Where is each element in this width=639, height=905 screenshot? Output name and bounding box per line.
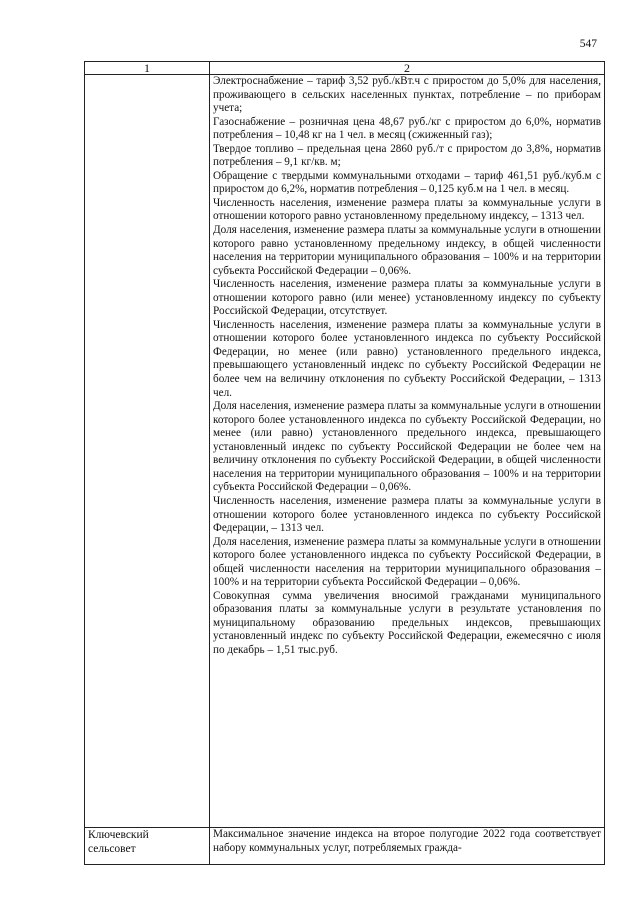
column-header-1: 1 — [85, 62, 210, 75]
page-number: 547 — [579, 38, 597, 50]
column-header-2: 2 — [210, 62, 605, 75]
table-row — [85, 828, 605, 865]
paragraph-solid-fuel: Твердое топливо – предельная цена 2860 руб./т с приростом до 3,8%, норматив потребления – 9,1 кг/кв. м; — [213, 142, 601, 169]
paragraph-share-above: Доля населения, изменение размера платы за коммунальные услуги в отношении которого более установленного индекса по субъекту Российской Федерации, в общей численности населения на территории муниципального образования – 100% и на территории субъекта Российской Федерации – 0,06%. — [213, 535, 601, 589]
paragraph-population-equal: Численность населения, изменение размера платы за коммунальные услуги в отношении которого равно установленному предельному индексу, – 1313 чел. — [213, 196, 601, 223]
paragraph-population-less: Численность населения, изменение размера платы за коммунальные услуги в отношении которого равно (или менее) установленному индексу по субъекту Российской Федерации, отсутствует. — [213, 278, 601, 318]
description-cell — [210, 828, 605, 865]
table-row — [85, 75, 605, 828]
paragraph-waste: Обращение с твердыми коммунальными отходами – тариф 461,51 руб./куб.м с приростом до 6,2%, норматив потребления – 0,125 куб.м на 1 чел. в месяц. — [213, 169, 601, 196]
paragraph-population-above: Численность населения, изменение размера платы за коммунальные услуги в отношении которого более установленного индекса по субъекту Российской Федерации, – 1313 чел. — [213, 494, 601, 535]
paragraph-total-increase: Совокупная сумма увеличения вносимой гражданами муниципального образования платы за коммунальные услуги в результате установления по муниципальному образованию предельных индексов, превышающих установленный индекс по субъекту Российской Федерации, ежемесячно с июля по декабрь – 1,51 тыс.руб. — [213, 589, 601, 656]
paragraph-share-between: Доля населения, изменение размера платы за коммунальные услуги в отношении которого более установленного индекса по субъекту Российской Федерации, но менее (или равно) установленного предельного индекса, превышающего установленный индекс по субъекту Российской Федерации не более чем на величину отклонения по субъекту Российской Федерации, в общей численности населения на территории муниципального образования – 100% и на территории субъекта Российской Федерации – 0,06%. — [213, 400, 601, 494]
paragraph-population-between: Численность населения, изменение размера платы за коммунальные услуги в отношении которого более установленного индекса по субъекту Российской Федерации, но менее (или равно) установленного предельного индекса, превышающего установленный индекс по субъекту Российской Федерации не более чем на величину отклонения по субъекту Российской Федерации, – 1313 чел. — [213, 318, 601, 399]
paragraph-share-equal: Доля населения, изменение размера платы за коммунальные услуги в отношении которого равно установленному предельному индексу, в общей численности населения на территории муниципального образования – 100% и на территории субъекта Российской Федерации – 0,06%. — [213, 224, 601, 277]
region-cell — [85, 828, 210, 865]
paragraph-gas: Газоснабжение – розничная цена 48,67 руб./кг с приростом до 6,0%, норматив потребления – 10,48 кг на 1 чел. в месяц (сжиженный газ); — [213, 115, 601, 142]
table-header-row — [85, 62, 605, 75]
description-cell — [210, 75, 605, 828]
region-name-line: Ключевский — [88, 829, 149, 841]
paragraph-max-index: Максимальное значение индекса на второе полугодие 2022 года соответствует набору коммунальных услуг, потребляемых гражда- — [213, 828, 601, 854]
paragraph-electricity: Электроснабжение – тариф 3,52 руб./кВт.ч с приростом до 5,0% для населения, проживающего в сельских населенных пунктах, потребление – по приборам учета; — [213, 75, 601, 115]
region-cell — [85, 75, 210, 828]
region-name-line: сельсовет — [88, 843, 136, 856]
tariff-table — [84, 61, 605, 865]
